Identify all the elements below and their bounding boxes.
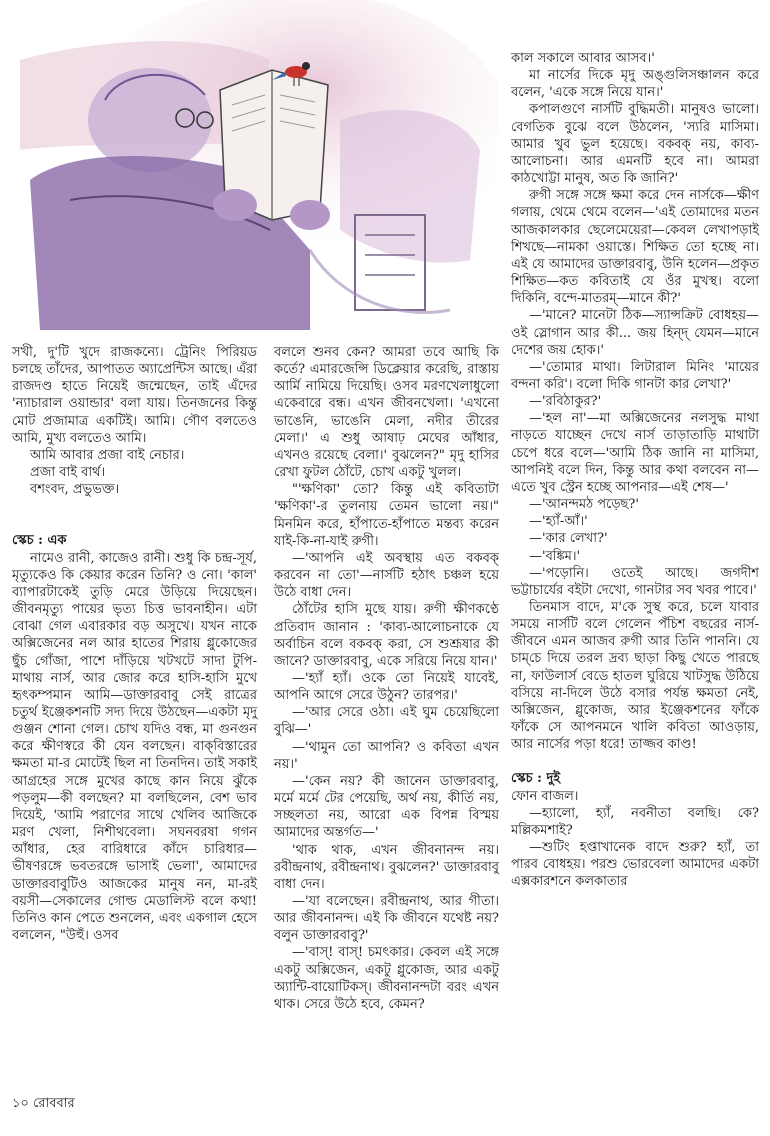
paragraph: —'আনন্দমঠ পড়েছ?' [529,497,639,513]
paragraph: প্রজা বাই বার্থ। [30,465,106,481]
paragraph: ফোন বাজল। [511,788,579,804]
paragraph: —'হ্যাঁ হ্যাঁ। ওকে তো নিয়েই যাবেই, আপনি আগে সেরে উঠুন? তারপর।' [274,670,499,704]
paragraph: —'আর সেরে ওঠা। এই ঘুম চেয়েছিলো বুঝি—' [274,705,499,738]
paragraph: "'ক্ষণিকা' তো? কিন্তু এই কবিতাটা 'ক্ষণিকা'-র তুলনায় তেমন ভালো নয়।" মিনমিন করে, হাঁপাতে-হাঁপাতে মন্তব্য করেন যাই-কি-না-যাই রুগী। [274,482,499,549]
paragraph: বললে শুনব কেন? আমরা তবে আছি কি কর্তে? এমারজেন্সি ডিক্লেয়ার করেছি, রাস্তায় আর্মি নামিয়ে দিয়েছি। ওসব মরণখেলাধুলো একেবারে বন্ধ। এখন জীবনখেলা। 'এখনো ভাঙেনি, ভাঙেনি মেলা, নদীর তীরের মেলা।' এ শুধু আষাঢ় মেঘের আঁধার, এখনও রয়েছে বেলা।' বুঝলেন?" মৃদু হাসির রেখা ফুটল ঠোঁটে, চোখ একটু খুলল। [274,345,499,481]
paragraph: —'পড়োনি। ওতেই আছে। জগদীশ ভট্টাচার্যের বইটা দেখো, গানটার সব খবর পাবে।' [511,565,759,598]
paragraph: 'থাক থাক, এখন জীবনানন্দ নয়। রবীন্দ্রনাথ, রবীন্দ্রনাথ। বুঝলেন?' ডাক্তারবাবু বাধা দেন। [274,842,499,892]
paragraph: —'তোমার মাথা। লিটারাল মিনিং 'মায়ের বন্দনা করি'। বলো দিকি গানটা কার লেখা?' [511,359,759,392]
paragraph: —'বঙ্কিম।' [529,548,581,564]
paragraph: —'থামুন তো আপনি? ও কবিতা এখন নয়।' [274,739,499,772]
column-1 [12,344,257,944]
paragraph: আমি আবার প্রজা বাই নেচার। [30,447,185,463]
paragraph: কপালগুণে নার্সটি বুদ্ধিমতী। মানুষও ভালো। বেগতিক বুঝে বলে উঠলেন, 'স্যরি মাসিমা। আমার খুব ভুল হয়েছে। বকবক্‌ নয়, কাব্য-আলোচনা। আর এমনটি হবে না। আমরা কাঠখোট্টা মানুষ, অত কি জানি?' [511,102,759,187]
paragraph: কাল সকালে আবার আসব।' [511,51,655,66]
paragraph: —'রবিঠাকুর?' [529,394,602,410]
paragraph: ঠোঁটের হাসি মুছে যায়। রুগী ক্ষীণকণ্ঠে প্রতিবাদ জানান : 'কাব্য-আলোচনাকে যে অর্বাচিন বলে বকবক্‌ করা, সে শুশ্রূষার কী জানে? ডাক্তারবাবু, একে সরিয়ে নিয়ে যান।' [274,602,499,669]
illustration [10,0,498,340]
paragraph: বশংবদ, প্রভুভক্ত। [30,482,120,498]
paragraph: —'যা বলেছেন। রবীন্দ্রনাথ, আর গীতা। আর জীবনানন্দ। এই কি জীবনে যথেষ্ট নয়? বলুন ডাক্তারবাবু?' [274,894,499,944]
column-2 [274,344,499,1013]
paragraph: —'আপনি এই অবস্থায় এত বকবক্‌ করবেন না তো'—নার্সটি হঠাৎ চঞ্চল হয়ে উঠে বাধা দেন। [274,550,499,601]
column-3 [511,50,759,891]
paragraph: —'কেন নয়? কী জানেন ডাক্তারবাবু, মর্মে মর্মে টের পেয়েছি, অর্থ নয়, কীর্তি নয়, সচ্ছলতা নয়, আরো এক বিপন্ন বিস্ময় আমাদের অন্তর্গত—' [274,773,499,841]
paragraph: সখী, দু'টি খুদে রাজকন্যে। ট্রেনিং পিরিয়ড চলছে তাঁদের, আপাতত অ্যাপ্রেন্টিস আছে। এঁরা রাজদণ্ড হাতে নিয়েই জন্মেছেন, তাই এঁদের 'ন্যাচারাল ওয়ান্ডার' বলা যায়। তিনজনের কিন্তু মোট প্রজামাত্র একটিই। আমি। গৌণ বলতেও আমি, মুখ্য বলতেও আমি। [12,345,257,446]
page-number: ১০ [12,1096,29,1111]
page-footer [12,1094,75,1115]
old-man-reading-illustration [10,0,498,340]
section-name: রোববার [33,1096,75,1111]
section-heading: স্কেচ : দুই [511,771,561,787]
section-heading: স্কেচ : এক [12,533,67,549]
paragraph: মা নার্সের দিকে মৃদু অঙ্গুলিসঞ্চালন করে বলেন, 'একে সঙ্গে নিয়ে যান।' [511,68,759,101]
paragraph: —'কার লেখা?' [529,531,608,547]
paragraph: —'হ্যাঁ-আঁ।' [529,514,588,530]
paragraph: —'মানে? মানেটা ঠিক—স্যান্সক্রিট বোধহয়—ওই স্লোগান আর কী... জয় হিন্দ্‌ যেমন—মানে দেশের জয় হোক।' [511,308,759,358]
paragraph: রুগী সঙ্গে সঙ্গে ক্ষমা করে দেন নার্সকে—ক্ষীণ গলায়, থেমে থেমে বলেন—'এই তোমাদের মতন আজকালকার ছেলেমেয়েরা—কেবল লেখাপড়াই শিখছে—নামকা ওয়াস্তে। শিক্ষিত তো হচ্ছে না। এই যে আমাদের ডাক্তারবাবু, উনি হলেন—প্রকৃত শিক্ষিত—কত কবিতাই যে ওঁর মুখস্থ। বলো দিকিনি, বন্দে-মাতরম্‌—মানে কী?' [511,188,759,307]
paragraph: —'বাস্‌! বাস্‌! চমৎকার। কেবল এই সঙ্গে একটু অক্সিজেন, একটু গ্লুকোজ, আর একটু অ্যান্টি-বায়োটিকস্‌। জীবনানন্দটা বরং এখন থাক। সেরে উঠে হবে, কেমন? [274,945,499,1012]
paragraph: তিনমাস বাদে, ম'কে সুস্থ করে, চলে যাবার সময়ে নার্সটি বলে গেলেন পঁচিশ বছরের নার্স-জীবনে এমন আজব রুগী আর তিনি পাননি। যে চাম্‌চে দিয়ে তরল দ্রব্য ছাড়া কিছু খেতে পারছে না, ফাউলার্স বেডে হাতল ঘুরিয়ে খাটসুদ্ধ উঠিয়ে বসিয়ে না-দিলে উঠে বসার পর্যন্ত ক্ষমতা নেই, অক্সিজেন, গ্লুকোজ, আর ইঞ্জেকশনের ফাঁকে ফাঁকে সে আপনমনে খালি কবিতা আওড়ায়, আর নার্সের পড়া ধরে! তাজ্জব কাণ্ড! [511,600,759,753]
paragraph: —হ্যালো, হ্যাঁ, নবনীতা বলছি। কে? মল্লিকমশাই? [511,805,759,838]
paragraph: নামেও রানী, কাজেও রানী। শুধু কি চন্দ্র-সূর্য, মৃত্যুকেও কি কেয়ার করেন তিনি? ও নো। 'কাল' ব্যাপারটাকেই তুড়ি মেরে উড়িয়ে দিয়েছেন। জীবনমৃত্যু পায়ের ভৃত্য চিত্ত ভাবনাহীন। এটা বোঝা গেল এবারকার বড় অসুখে। যখন নাকে অক্সিজেনের নল আর হাতের শিরায় গ্লুকোজের ছুঁচ গোঁজা, পাশে দাঁড়িয়ে খটখটে সাদা টুপি-মাথায় নার্স, আর জোর করে হাসি-হাসি মুখে হৃৎকম্পমান আমি—ডাক্তারবাবু সেই রাত্রের চতুর্থ ইঞ্জেকশনটি সদ্য দিয়ে উঠছেন—একটা মৃদু গুঞ্জন শোনা গেল। চোখ যদিও বন্ধ, মা গুনগুন করে ক্ষীণস্বরে কী যেন বলছেন। বাক্‌বিস্তারের ক্ষমতা মা-র মোটেই ছিল না তিনদিন। তাই সকাই আগ্রহের সঙ্গে মুখের কাছে কান নিয়ে ঝুঁকে পড়লুম—কী বলছেন? মা বলছিলেন, বেশ ভাব দিয়েই, 'আমি পরাণের সাথে খেলিব আজিকে মরণ খেলা, নিশীথবেলা। সঘনবরষা গগন আঁধার, হের বারিধারে কাঁদে চারিধার—ভীষণরঙ্গে ভবতরঙ্গে ভাসাই ভেলা', আমাদের ডাক্তারবাবুটিও আজকের মানুষ নন, মা-রই বয়সী—সেকালের গোল্ড মেডালিস্ট বলে কথা! তিনিও কান পেতে শুনলেন, এবং একগাল হেসে বললেন, "উহুঁ। ওসব [12,550,257,943]
paragraph: —শুটিং হপ্তাখানেক বাদে শুরু? হ্যাঁ, তা পারব বোধহয়। পরশু ভোরবেলা আমাদের একটা এক্সকারশনে কলকাতার [511,840,759,890]
paragraph: —'হল না'—মা অক্সিজেনের নলসুদ্ধ মাথা নাড়তে যাচ্ছেন দেখে নার্স তাড়াতাড়ি মাথাটা চেপে ধরে বলে—'আমি ঠিক জানি না মাসিমা, আপনিই বলে দিন, কিন্তু আর কথা বলবেন না—এতে খুব স্ট্রেন হচ্ছে আপনার—এই শেষ—' [511,411,759,495]
